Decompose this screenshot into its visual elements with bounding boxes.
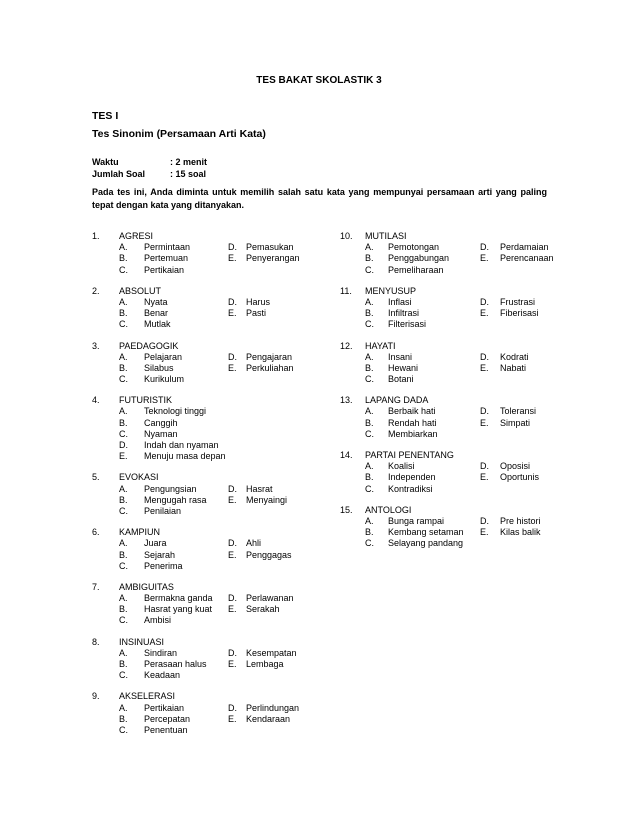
option-text: Perlawanan xyxy=(246,593,294,604)
option-letter: B. xyxy=(119,494,128,505)
option-letter: D. xyxy=(228,593,237,604)
option-row xyxy=(92,538,337,549)
option-text: Insani xyxy=(388,351,413,362)
option-letter: E. xyxy=(119,451,128,462)
option-text: Pertikaian xyxy=(144,702,185,713)
option-letter: B. xyxy=(365,308,374,319)
option-row xyxy=(92,714,337,725)
option-text: Kembang setaman xyxy=(388,527,464,538)
question-item xyxy=(340,395,555,440)
option-row xyxy=(340,429,555,440)
option-row xyxy=(92,659,337,670)
question-word: ABSOLUT xyxy=(119,285,162,296)
option-letter: B. xyxy=(119,604,128,615)
option-letter: B. xyxy=(119,308,128,319)
option-row xyxy=(340,242,555,253)
question-number: 4. xyxy=(92,395,100,406)
option-text: Pertikaian xyxy=(144,264,185,275)
option-text: Perasaan halus xyxy=(144,659,207,669)
option-row xyxy=(340,352,555,363)
option-row xyxy=(92,725,337,736)
option-row xyxy=(92,242,337,253)
section-heading: TES I xyxy=(92,110,119,122)
option-text: Penilaian xyxy=(144,505,182,516)
option-row xyxy=(340,538,555,549)
option-letter: C. xyxy=(365,319,374,330)
option-letter: A. xyxy=(365,351,374,362)
option-letter: A. xyxy=(365,406,374,417)
option-text: Independen xyxy=(388,472,436,483)
option-letter: B. xyxy=(119,713,128,724)
option-letter: A. xyxy=(365,461,374,472)
option-letter: E. xyxy=(480,417,489,428)
option-letter: D. xyxy=(228,242,237,253)
option-row xyxy=(340,406,555,417)
info-time xyxy=(92,157,207,167)
option-letter: C. xyxy=(365,538,374,549)
section-subtitle: Tes Sinonim (Persamaan Arti Kata) xyxy=(92,128,266,140)
question-item xyxy=(92,691,337,736)
option-letter: E. xyxy=(228,713,237,724)
question-number: 3. xyxy=(92,340,100,351)
option-letter: D. xyxy=(228,538,237,549)
option-text: Kesempatan xyxy=(246,647,297,658)
option-letter: A. xyxy=(119,483,128,494)
option-text: Pelajaran xyxy=(144,351,183,362)
question-number: 10. xyxy=(340,231,353,241)
option-text: Benar xyxy=(144,308,169,319)
option-text: Oportunis xyxy=(500,472,540,483)
question-word: PAEDAGOGIK xyxy=(119,340,179,351)
option-text: Canggih xyxy=(144,417,178,428)
question-item xyxy=(92,286,337,331)
question-item xyxy=(340,505,555,550)
option-text: Pengajaran xyxy=(246,351,293,362)
option-row xyxy=(92,418,337,429)
option-letter: B. xyxy=(365,527,374,538)
question-word: HAYATI xyxy=(365,340,396,351)
option-text: Bermakna ganda xyxy=(144,593,213,604)
option-row xyxy=(92,308,337,319)
option-row xyxy=(340,297,555,308)
option-letter: B. xyxy=(119,549,128,560)
option-text: Penerima xyxy=(144,560,183,571)
question-item xyxy=(92,527,337,572)
option-text: Filterisasi xyxy=(388,319,427,330)
option-letter: E. xyxy=(228,308,237,319)
option-text: Harus xyxy=(246,296,271,307)
question-item xyxy=(92,341,337,386)
option-text: Pertemuan xyxy=(144,253,189,264)
option-letter: C. xyxy=(365,428,374,439)
instructions: Pada tes ini, Anda diminta untuk memilih salah satu kata yang mempunyai persamaan arti yang paling tepat dengan kata yang ditanyakan. xyxy=(92,187,547,210)
option-text: Infiltrasi xyxy=(388,308,420,319)
question-word: INSINUASI xyxy=(119,636,165,647)
option-text: Kilas balik xyxy=(500,527,541,538)
option-row xyxy=(92,484,337,495)
option-letter: D. xyxy=(228,483,237,494)
option-text: Pengungsian xyxy=(144,483,197,494)
option-text: Membiarkan xyxy=(388,428,438,439)
question-number: 2. xyxy=(92,285,100,296)
question-word: AMBIGUITAS xyxy=(119,581,174,592)
option-row xyxy=(92,604,337,615)
option-letter: B. xyxy=(365,253,374,264)
option-letter: A. xyxy=(365,515,374,526)
option-row xyxy=(92,593,337,604)
question-item xyxy=(340,286,555,331)
option-row xyxy=(92,406,337,417)
option-text: Penggagas xyxy=(246,549,292,560)
option-letter: E. xyxy=(228,494,237,505)
option-letter: C. xyxy=(119,724,128,735)
option-text: Hasrat yang kuat xyxy=(144,604,213,615)
option-letter: D. xyxy=(480,242,489,253)
option-row xyxy=(92,352,337,363)
option-letter: A. xyxy=(119,242,128,253)
option-row xyxy=(92,670,337,681)
option-row xyxy=(92,297,337,308)
option-text: Botani xyxy=(388,374,414,385)
option-letter: E. xyxy=(480,527,489,538)
option-letter: D. xyxy=(228,351,237,362)
option-text: Hasrat xyxy=(246,483,273,494)
option-letter: D. xyxy=(228,296,237,307)
option-text: Pemasukan xyxy=(246,242,294,253)
option-text: Percepatan xyxy=(144,713,191,724)
question-word: FUTURISTIK xyxy=(119,395,172,406)
question-word: ANTOLOGI xyxy=(365,504,412,515)
option-text: Mutlak xyxy=(144,319,171,330)
option-letter: E. xyxy=(228,253,237,264)
option-letter: C. xyxy=(365,483,374,494)
option-letter: E. xyxy=(228,362,237,373)
option-text: Ambisi xyxy=(144,615,172,626)
option-text: Kurikulum xyxy=(144,374,185,385)
option-letter: B. xyxy=(119,659,128,669)
question-number: 12. xyxy=(340,340,353,351)
info-value: : 15 soal xyxy=(170,169,207,179)
option-letter: B. xyxy=(365,472,374,483)
option-letter: E. xyxy=(228,549,237,560)
question-word: KAMPIUN xyxy=(119,527,161,538)
option-row xyxy=(340,253,555,264)
option-row xyxy=(92,363,337,374)
question-number: 8. xyxy=(92,636,100,647)
option-text: Pre histori xyxy=(500,515,541,526)
option-text: Bunga rampai xyxy=(388,515,445,526)
option-letter: B. xyxy=(365,417,374,428)
option-letter: E. xyxy=(480,472,489,483)
option-row xyxy=(92,429,337,440)
option-text: Toleransi xyxy=(500,406,537,417)
option-text: Sejarah xyxy=(144,549,176,560)
option-text: Perlindungan xyxy=(246,702,300,713)
option-letter: A. xyxy=(119,647,128,658)
option-letter: D. xyxy=(480,351,489,362)
option-text: Perdamaian xyxy=(500,242,549,253)
option-row xyxy=(340,308,555,319)
option-letter: D. xyxy=(480,296,489,307)
question-word: AKSELERASI xyxy=(119,691,176,702)
option-text: Perkuliahan xyxy=(246,362,294,373)
option-text: Lembaga xyxy=(246,659,284,669)
option-text: Pemotongan xyxy=(388,242,440,253)
question-number: 9. xyxy=(92,691,100,702)
option-letter: C. xyxy=(365,264,374,275)
option-text: Menuju masa depan xyxy=(144,451,226,462)
question-item xyxy=(92,637,337,682)
option-letter: E. xyxy=(480,362,489,373)
option-text: Silabus xyxy=(144,362,174,373)
option-row xyxy=(92,703,337,714)
option-text: Penggabungan xyxy=(388,253,450,264)
option-letter: E. xyxy=(228,659,237,669)
option-letter: B. xyxy=(119,417,128,428)
question-item xyxy=(92,231,337,276)
option-letter: C. xyxy=(119,428,128,439)
question-word: MUTILASI xyxy=(365,231,407,241)
option-row xyxy=(340,418,555,429)
option-text: Sindiran xyxy=(144,647,178,658)
question-item xyxy=(340,341,555,386)
question-number: 7. xyxy=(92,581,100,592)
option-text: Serakah xyxy=(246,604,280,615)
option-row xyxy=(340,363,555,374)
question-number: 13. xyxy=(340,395,353,406)
option-letter: C. xyxy=(119,264,128,275)
option-text: Pemeliharaan xyxy=(388,264,444,275)
option-letter: C. xyxy=(119,560,128,571)
question-number: 5. xyxy=(92,472,100,483)
option-text: Hewani xyxy=(388,362,419,373)
option-row xyxy=(92,550,337,561)
option-letter: C. xyxy=(119,670,128,681)
info-count xyxy=(92,169,206,179)
option-row xyxy=(92,374,337,385)
document-title: TES BAKAT SKOLASTIK 3 xyxy=(256,75,382,86)
option-letter: E. xyxy=(480,308,489,319)
option-text: Inflasi xyxy=(388,296,412,307)
option-row xyxy=(340,484,555,495)
option-row xyxy=(340,265,555,276)
option-letter: D. xyxy=(119,440,128,450)
option-letter: A. xyxy=(119,406,128,417)
option-letter: E. xyxy=(228,604,237,615)
info-value: : 2 menit xyxy=(170,157,208,167)
option-letter: D. xyxy=(480,406,489,417)
option-row xyxy=(340,516,555,527)
option-text: Rendah hati xyxy=(388,417,437,428)
option-text: Kodrati xyxy=(500,351,529,362)
option-text: Teknologi tinggi xyxy=(144,406,207,417)
option-text: Kontradiksi xyxy=(388,483,433,494)
option-letter: A. xyxy=(365,296,374,307)
option-row xyxy=(92,440,337,451)
question-column-left xyxy=(92,231,337,746)
option-text: Perencanaan xyxy=(500,253,554,264)
option-letter: D. xyxy=(480,461,489,472)
option-text: Penyerangan xyxy=(246,253,300,264)
option-text: Ahli xyxy=(246,538,262,549)
option-text: Simpati xyxy=(500,417,531,428)
question-item xyxy=(92,395,337,462)
option-row xyxy=(340,319,555,330)
option-letter: B. xyxy=(119,253,128,264)
option-row xyxy=(92,506,337,517)
option-row xyxy=(340,374,555,385)
option-text: Permintaan xyxy=(144,242,191,253)
option-letter: C. xyxy=(119,615,128,626)
option-row xyxy=(340,527,555,538)
question-item xyxy=(92,472,337,517)
question-item xyxy=(340,231,555,276)
option-text: Selayang pandang xyxy=(388,538,464,549)
option-row xyxy=(92,495,337,506)
option-letter: C. xyxy=(119,505,128,516)
option-text: Fiberisasi xyxy=(500,308,539,319)
option-text: Menyaingi xyxy=(246,494,288,505)
option-text: Oposisi xyxy=(500,461,531,472)
option-row xyxy=(92,615,337,626)
question-number: 6. xyxy=(92,527,100,538)
option-text: Mengugah rasa xyxy=(144,494,207,505)
option-letter: A. xyxy=(119,351,128,362)
option-row xyxy=(92,265,337,276)
option-text: Frustrasi xyxy=(500,296,536,307)
option-letter: C. xyxy=(365,374,374,385)
option-letter: B. xyxy=(365,362,374,373)
option-text: Koalisi xyxy=(388,461,415,472)
option-row xyxy=(92,319,337,330)
info-label: Waktu xyxy=(92,157,119,167)
question-item xyxy=(340,450,555,495)
option-row xyxy=(92,648,337,659)
question-word: LAPANG DADA xyxy=(365,395,429,406)
question-word: MENYUSUP xyxy=(365,285,417,296)
question-number: 11. xyxy=(340,285,352,296)
option-text: Indah dan nyaman xyxy=(144,440,219,450)
option-letter: A. xyxy=(119,702,128,713)
option-letter: D. xyxy=(480,515,489,526)
option-text: Penentuan xyxy=(144,724,188,735)
option-letter: A. xyxy=(119,296,128,307)
question-word: PARTAI PENENTANG xyxy=(365,450,454,460)
option-text: Nyata xyxy=(144,296,168,307)
option-letter: A. xyxy=(119,593,128,604)
option-row xyxy=(92,451,337,462)
option-text: Kendaraan xyxy=(246,713,291,724)
option-text: Nabati xyxy=(500,362,527,373)
option-text: Nyaman xyxy=(144,428,178,439)
question-column-right xyxy=(340,231,555,560)
option-row xyxy=(340,461,555,472)
option-row xyxy=(340,472,555,483)
option-text: Juara xyxy=(144,538,167,549)
option-row xyxy=(92,253,337,264)
option-letter: A. xyxy=(119,538,128,549)
question-word: AGRESI xyxy=(119,231,154,241)
option-letter: C. xyxy=(119,374,128,385)
option-text: Pasti xyxy=(246,308,267,319)
info-label: Jumlah Soal xyxy=(92,169,146,179)
question-number: 15. xyxy=(340,504,353,515)
question-number: 14. xyxy=(340,450,353,460)
option-letter: B. xyxy=(119,362,128,373)
option-letter: C. xyxy=(119,319,128,330)
option-row xyxy=(92,561,337,572)
option-letter: D. xyxy=(228,647,237,658)
option-text: Keadaan xyxy=(144,670,181,681)
question-word: EVOKASI xyxy=(119,472,159,483)
option-letter: D. xyxy=(228,702,237,713)
question-number: 1. xyxy=(92,231,100,241)
option-text: Berbaik hati xyxy=(388,406,436,417)
option-letter: E. xyxy=(480,253,489,264)
option-letter: A. xyxy=(365,242,374,253)
question-item xyxy=(92,582,337,627)
